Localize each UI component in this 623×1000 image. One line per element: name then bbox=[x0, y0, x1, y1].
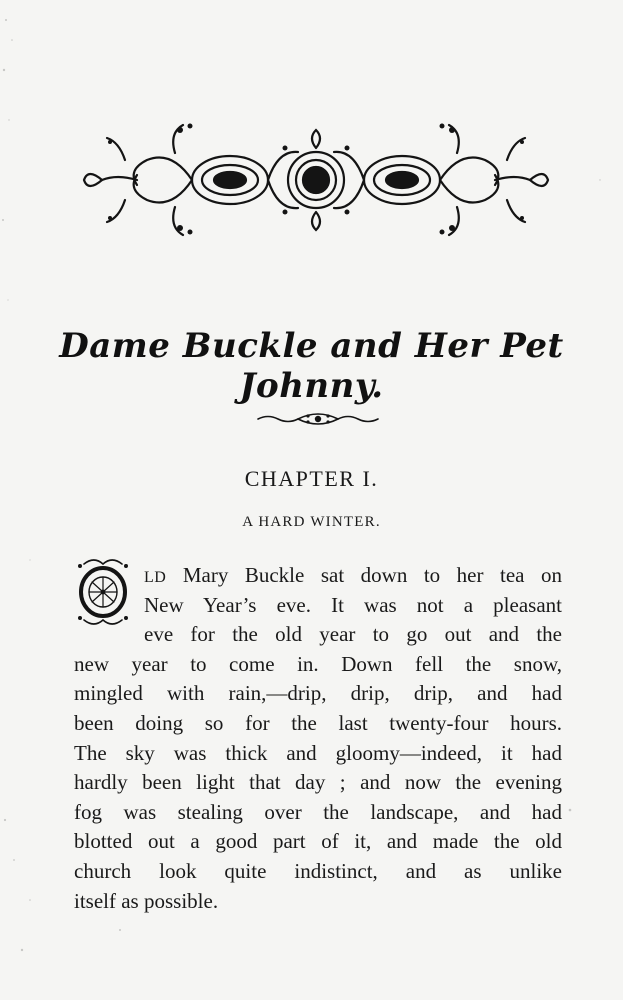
text-line: itself as possible. bbox=[74, 888, 219, 913]
floral-headpiece-icon bbox=[80, 118, 552, 240]
text-line: new year to come in. Down fell the snow, bbox=[74, 651, 562, 676]
text-line: The sky was thick and gloomy—indeed, it had bbox=[74, 740, 562, 765]
book-title: Dame Buckle and Her Pet Johnny. bbox=[59, 326, 564, 406]
text-line: eve for the old year to go out and the bbox=[144, 622, 562, 647]
text-line: church look quite indistinct, and as unlike bbox=[74, 858, 562, 883]
dropcap-letter-text: O bbox=[74, 556, 75, 557]
text-line bbox=[74, 561, 562, 591]
text-line: been doing so for the last twenty-four hours. bbox=[74, 710, 562, 735]
chapter-subtitle: A HARD WINTER. bbox=[242, 514, 381, 530]
chapter-body bbox=[74, 561, 562, 916]
text-line: New Year’s eve. It was not a pleasant bbox=[144, 592, 562, 617]
text-line-content: Mary Buckle sat down to her tea on bbox=[166, 563, 562, 587]
vine-divider-icon bbox=[256, 408, 380, 430]
text-line: fog was stealing over the landscape, and had bbox=[74, 799, 562, 824]
text-line: hardly been light that day ; and now the evening bbox=[74, 770, 562, 795]
text-line: blotted out a good part of it, and made the old bbox=[74, 829, 562, 854]
lead-caps: LD bbox=[144, 569, 167, 586]
text-line: mingled with rain,—drip, drip, drip, and had bbox=[74, 681, 562, 706]
chapter-heading: CHAPTER I. bbox=[244, 466, 379, 491]
